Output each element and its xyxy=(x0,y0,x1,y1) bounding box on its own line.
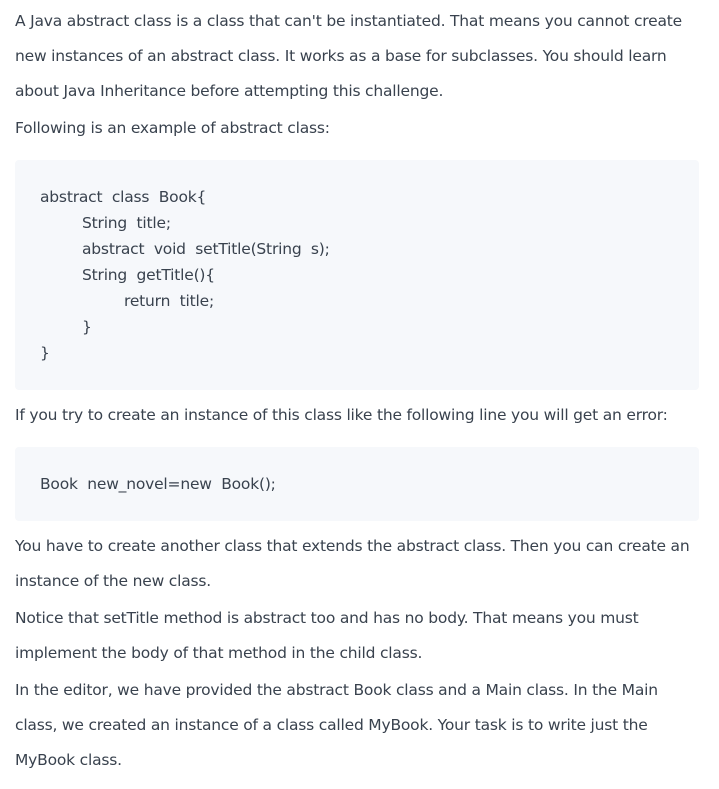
abstract-class-code-block xyxy=(15,160,699,390)
intro-paragraph: A Java abstract class is a class that can't be instantiated. That means you cannot create new instances of an abstract class. It works as a base for subclasses. You should learn about Java Inheritance before attempting this challenge. xyxy=(15,12,682,100)
code-line: String title; xyxy=(82,214,171,232)
instantiation-code-block xyxy=(15,447,699,521)
code-line: String getTitle(){ xyxy=(82,266,215,284)
extend-note-paragraph: You have to create another class that extends the abstract class. Then you can create an instance of the new class. xyxy=(15,537,690,590)
code-line: abstract class Book{ xyxy=(40,188,207,206)
error-lead-paragraph: If you try to create an instance of this class like the following line you will get an error: xyxy=(15,406,668,424)
code-line: } xyxy=(82,318,92,336)
task-paragraph: In the editor, we have provided the abstract Book class and a Main class. In the Main class, we created an instance of a class called MyBook. Your task is to write just the MyBook class. xyxy=(15,681,658,769)
example-lead-paragraph: Following is an example of abstract class: xyxy=(15,119,330,137)
code-line: return title; xyxy=(124,292,214,310)
code-line: } xyxy=(40,344,50,362)
code-line: Book new_novel=new Book(); xyxy=(40,475,276,493)
settitle-note-paragraph: Notice that setTitle method is abstract too and has no body. That means you must implement the body of that method in the child class. xyxy=(15,609,639,662)
code-line: abstract void setTitle(String s); xyxy=(82,240,330,258)
